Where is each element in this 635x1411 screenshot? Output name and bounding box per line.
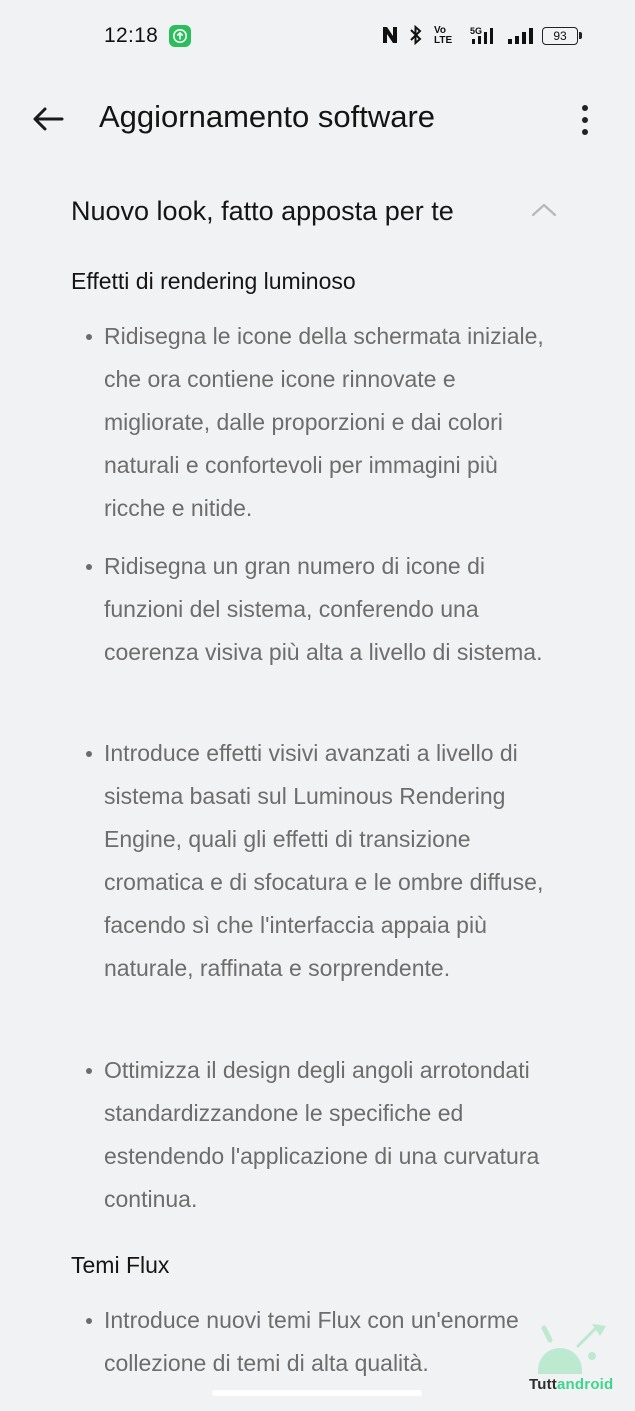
status-time: 12:18 [104,24,159,47]
group-heading: Temi Flux [71,1252,170,1278]
app-bar [0,72,635,162]
more-dot [582,105,588,111]
bullet [86,751,92,757]
release-notes [0,162,635,1382]
svg-text:5G: 5G [470,26,483,36]
more-dot [582,129,588,135]
collapse-button[interactable] [530,200,558,220]
page-title: Aggiornamento software [99,99,436,134]
bullet [86,334,92,340]
update-notification-icon [169,25,191,47]
list-item [104,545,564,674]
bullet [86,1068,92,1074]
list-item [104,1049,564,1221]
list-item-text: Ottimizza il design degli angoli arrotondati standardizzandone le specifiche ed estendendo l'applicazione di una curvatura continua. [104,1057,540,1212]
battery-cap [579,32,582,39]
list-item-text: Ridisegna un gran numero di icone di funzioni del sistema, conferendo una coerenza visiva più alta a livello di sistema. [104,553,543,665]
bluetooth-icon [408,25,424,45]
nfc-icon [380,25,400,45]
back-button[interactable] [28,100,68,140]
battery-icon: 93 [542,27,578,45]
list-item-text: Introduce nuovi temi Flux con un'enorme collezione di temi di alta qualità. [104,1307,519,1376]
chevron-up-icon [530,200,558,220]
group-heading: Effetti di rendering luminoso [71,268,356,294]
watermark-part2: android [557,1376,614,1393]
section-title: Nuovo look, fatto apposta per te [71,196,454,226]
list-item [104,315,564,530]
arrow-left-icon [28,100,68,140]
list-item-text: Introduce effetti visivi avanzati a livello di sistema basati sul Luminous Rendering Engine, quali gli effetti di transizione cromatica e di sfocatura e le ombre diffuse, facendo sì che l'interfaccia appaia più naturale, raffinata e sorprendente. [104,740,544,981]
list-item [104,732,564,990]
watermark-text [529,1376,613,1393]
system-icons [380,22,585,52]
status-bar [0,0,635,72]
more-dot [582,117,588,123]
bullet [86,1318,92,1324]
list-item-text: Ridisegna le icone della schermata iniziale, che ora contiene icone rinnovate e migliorate, dalle proporzioni e dai colori naturali e confortevoli per immagini più ricche e nitide. [104,323,544,521]
watermark-part1: Tutt [529,1376,558,1393]
bullet [86,564,92,570]
list-item [104,1299,564,1385]
home-indicator[interactable] [212,1390,422,1396]
signal-icon [506,26,536,46]
volte-icon: Vo LTE [434,25,453,46]
signal-5g-icon [468,26,502,46]
more-options-button[interactable] [574,100,598,140]
